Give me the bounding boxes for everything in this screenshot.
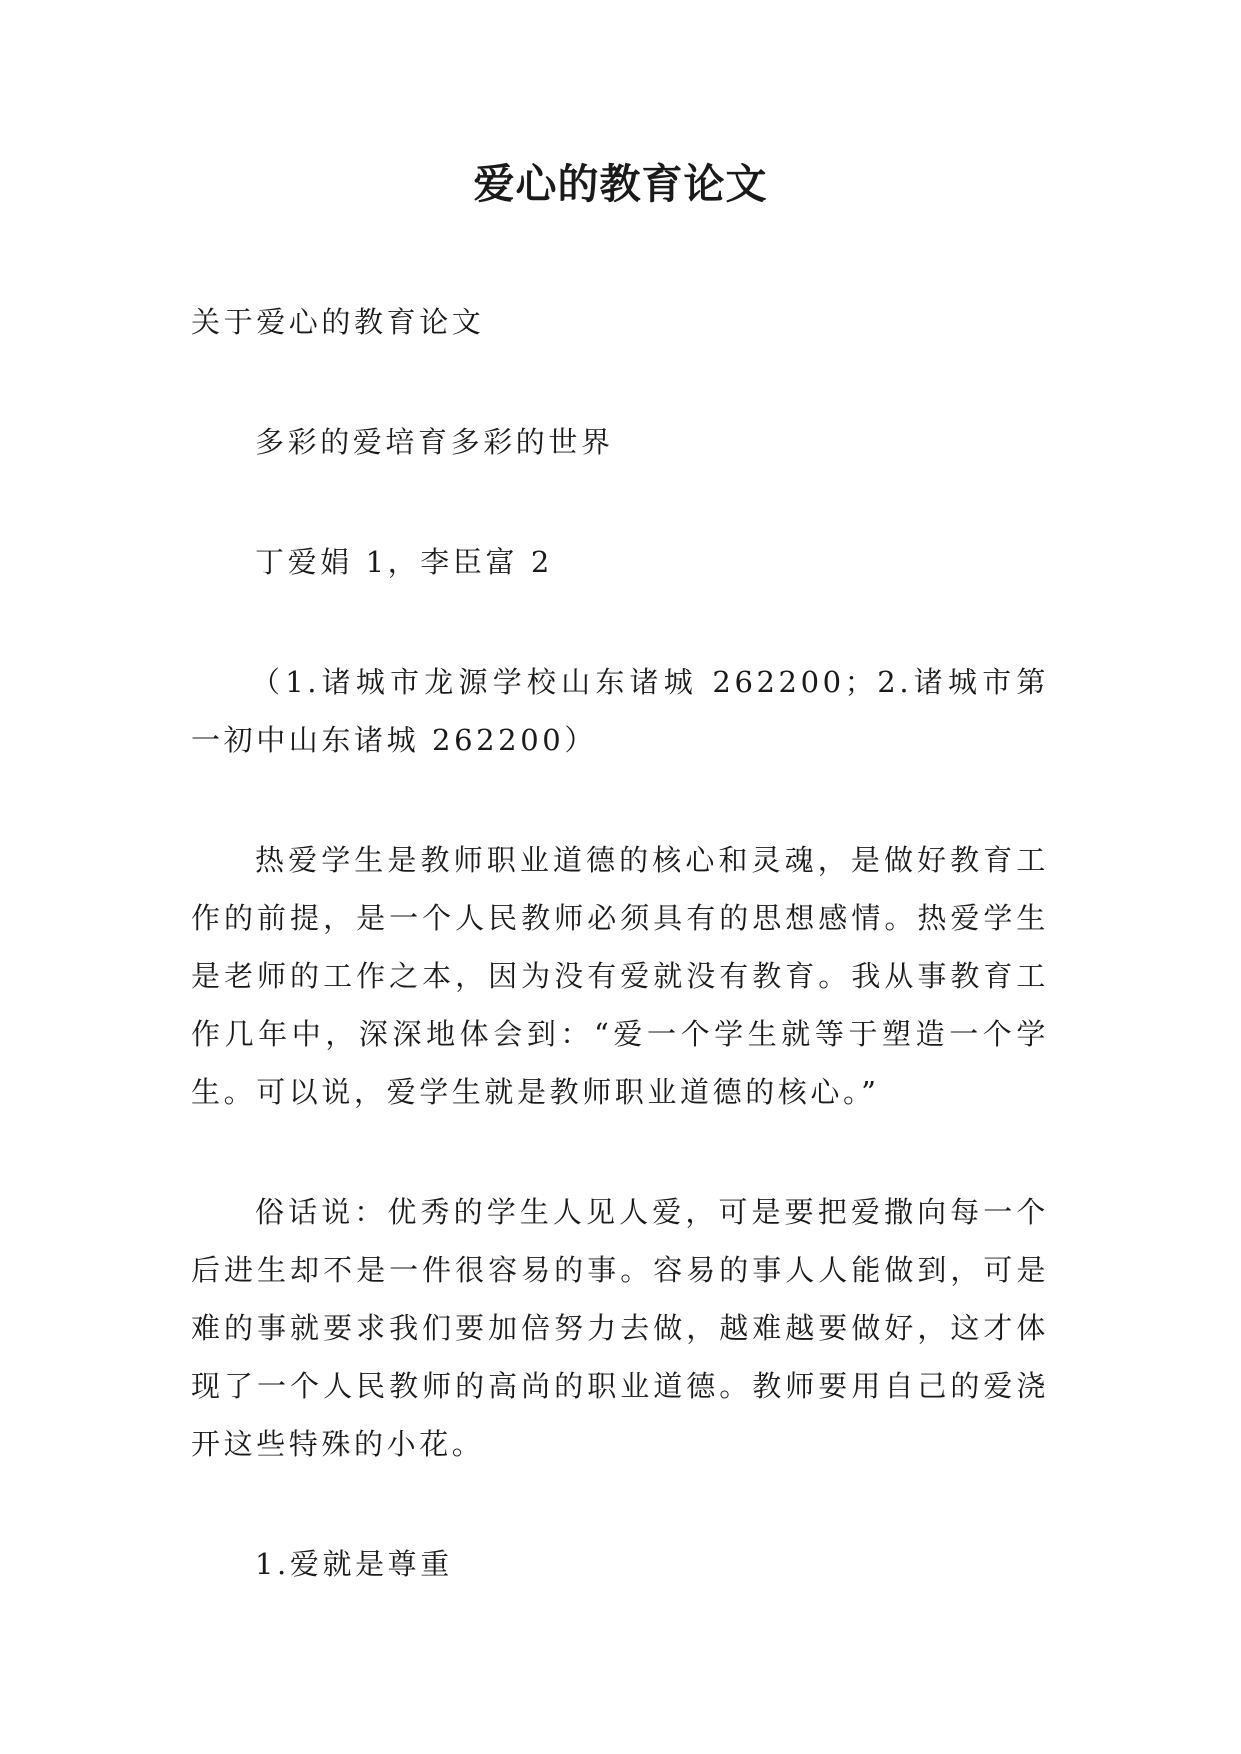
document-body	[191, 293, 1049, 1593]
paragraph-authors: 丁爱娟 1，李臣富 2	[255, 545, 553, 579]
paragraph-body-2: 俗话说：优秀的学生人见人爱，可是要把爱撒向每一个后进生却不是一件很容易的事。容易的事人人能做到，可是难的事就要求我们要加倍努力去做，越难越要做好，这才体现了一个人民教师的高尚的职业道德。教师要用自己的爱浇开这些特殊的小花。	[191, 1195, 1049, 1461]
section-heading-1: 1.爱就是尊重	[255, 1547, 453, 1581]
paragraph-subject: 关于爱心的教育论文	[191, 305, 485, 339]
document-title: 爱心的教育论文	[473, 160, 768, 208]
paragraph-body-1: 热爱学生是教师职业道德的核心和灵魂，是做好教育工作的前提，是一个人民教师必须具有的思想感情。热爱学生是老师的工作之本，因为没有爱就没有教育。我从事教育工作几年中，深深地体会到：“爱一个学生就等于塑造一个学生。可以说，爱学生就是教师职业道德的核心。”	[191, 843, 1049, 1109]
paragraph-affiliations: （1.诸城市龙源学校山东诸城 262200；2.诸城市第一初中山东诸城 262200）	[191, 665, 1049, 757]
paragraph-article-title: 多彩的爱培育多彩的世界	[255, 425, 614, 459]
